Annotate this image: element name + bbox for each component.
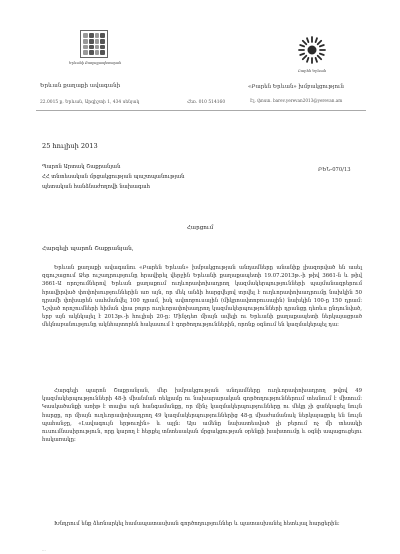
recipient-line: Պարոն Արտակ Շաքրանյան [42,164,121,170]
signature-mark: ... [42,547,46,552]
left-organization-name: Երևան քաղաքի ավագանի [40,83,121,89]
header-divider [36,110,366,111]
salutation: Հարգելի պարոն Շաքրանյան, [42,246,134,252]
municipality-seal-icon [80,30,108,58]
left-address: 22.0015 ք. Երևան, Արգիշտի 1, 434 սենյակ [40,100,140,105]
right-email: Էլ. փոստ. barev.yerevan2013@yerevan.am [250,98,343,103]
recipient-line: պետական հանձնաժողովի նախագահ [42,184,150,190]
reference-number: ԲԵՆ-070/13 [318,167,351,173]
letter-date: 25 հուլիսի 2013 [42,142,98,150]
logo-caption: Բարեն Երևան [297,69,327,73]
seal-caption: Երևանի Քաղաքապետարան [68,61,122,65]
recipient-line: ՀՀ տնտեսական մրցակցության պաշտպանության [42,174,185,180]
right-organization-name: «Բարեն Երևան» խմբակցություն [248,84,344,90]
body-paragraph: Խնդրում ենք ձեռնարկել համապատասխան գործողություններ և պատասխանել հետևյալ հարցերին։ [54,521,340,527]
letter-subject: Հարցում [186,225,214,231]
body-paragraph: Երևան քաղաքի ավագանու «Բարեն Երևան» խմբակցության անդամները անանիք լիազորված են ասել զգուշացում Ձեր ուշադրությունը հրավիրել վերջին Երևանի քաղաքապետի 19.07.2013թ.-ի թիվ 3661-ն և թիվ 3661-Ա որոշումներով Երևան քաղաքում ուղևորափոխադրող կազմակերպությունների պայմանագրերում հրավիրված փոփոխություններին առ այն, որ մեկ անձի հարցվելով տրվել է ուղևորափոխադրումը նախկին 50 դրամի փոխարեն սահմանվել 100 դրամ, իսկ ավտոբուսային (միկրոավտոբուսային) նախկին 100-ը 150 դրամ։ Նշված որոշումների հիման վրա բոլոր ուղևորափոխադրող կազմակերպությունների դրանցը դեռևս ընդունված, երբ այն ակնկալել է 2013թ.-ի հուլիսի 20-ը։ Մինչդեռ միայն ավելի ու Երևանի քաղաքապետի ներկայացրած մեկնաբանությունը ակնհայտորեն հակասում է գործողություններին, որոնք օգնում են կազմակերպել դա։ [42,265,362,329]
left-phone: Հեռ. 010 514160 [187,100,226,105]
barev-yerevan-logo-icon [296,34,328,66]
recipient-block [42,162,185,192]
body-paragraph: Հարգելի պարոն Շաքրանյան, մեր խմբակցության անդամները ուղևորափոխադրող թվով 49 կազմակերպությունների 48-ի միանման ռեկլամը ու նախարարական գործողություններում տեսնում է միտում։ Կասկածանքի առիթ է տալիս այն հանգամանքը, որ մինչ կազմակերպությունները ու մեկը չի ցանկացել նույն հարցը, որ միայն ուղևորափոխադրող 49 կազմակերպություններից 48-ը միաժամանակ ներկայացրել են նույն պահանջը, «Լավագույն երթուղին» և այլն։ Այս ամենը նախատեսված չի բերում ոչ մի տեսակի ուսումնասիրություն, որը կարող է հերքել տնտեսական մրցակցության օրենքի խախտումը և օգնի ապացուցելու հակառակը։ [42,388,362,444]
